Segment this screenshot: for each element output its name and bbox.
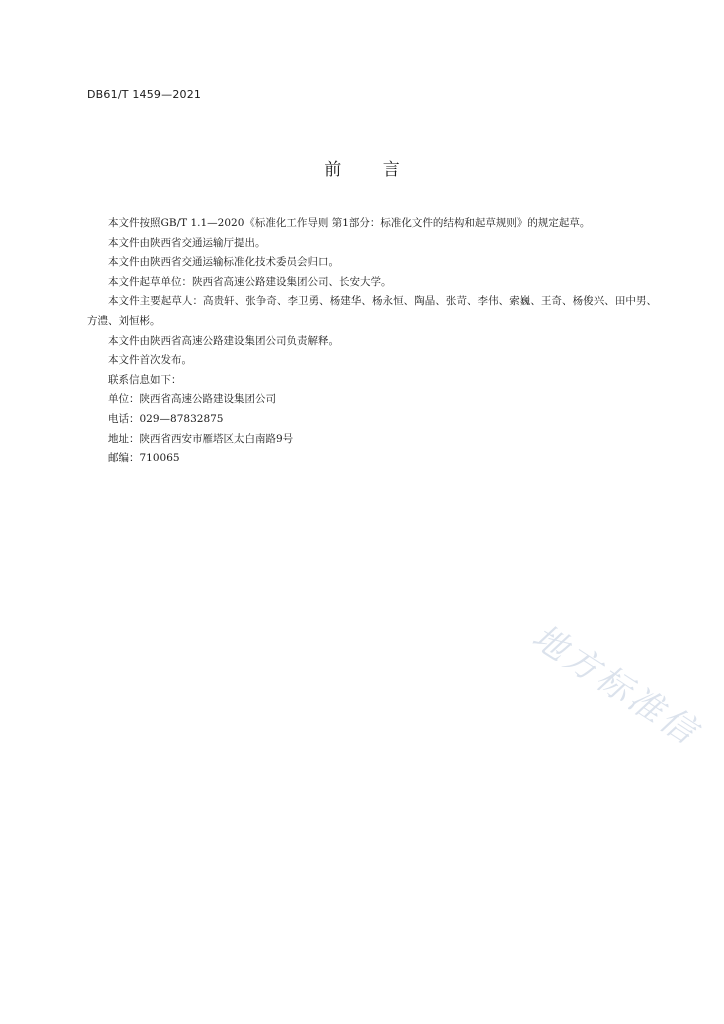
contact-address: 地址：陕西省西安市雁塔区太白南路9号	[108, 432, 294, 445]
contact-postcode: 邮编：710065	[108, 452, 180, 465]
document-code: DB61/T 1459—2021	[87, 88, 202, 101]
paragraph-centralized-by: 本文件由陕西省交通运输标准化技术委员会归口。	[108, 256, 339, 269]
paragraph-contact-intro: 联系信息如下：	[108, 373, 182, 386]
contact-phone: 电话：029—87832875	[108, 412, 224, 425]
paragraph-interpretation: 本文件由陕西省高速公路建设集团公司负责解释。	[108, 334, 339, 347]
page-title: 前 言	[324, 160, 418, 180]
paragraph-first-release: 本文件首次发布。	[108, 354, 192, 367]
paragraph-main-drafters: 本文件主要起草人：高贵轩、张争奇、李卫勇、杨建华、杨永恒、陶晶、张苛、李伟、索巍、王奇、杨俊兴、田中男、方澧、刘恒彬。	[87, 295, 657, 327]
paragraph-drafting-rules: 本文件按照GB/T 1.1—2020《标准化工作导则 第1部分：标准化文件的结构和起草规则》的规定起草。	[108, 217, 591, 229]
paragraph-proposed-by: 本文件由陕西省交通运输厅提出。	[108, 236, 266, 249]
contact-unit: 单位：陕西省高速公路建设集团公司	[108, 393, 276, 406]
paragraph-drafting-units: 本文件起草单位：陕西省高速公路建设集团公司、长安大学。	[108, 275, 392, 288]
preface-body	[87, 214, 657, 469]
watermark: 地方标准信	[524, 616, 706, 754]
